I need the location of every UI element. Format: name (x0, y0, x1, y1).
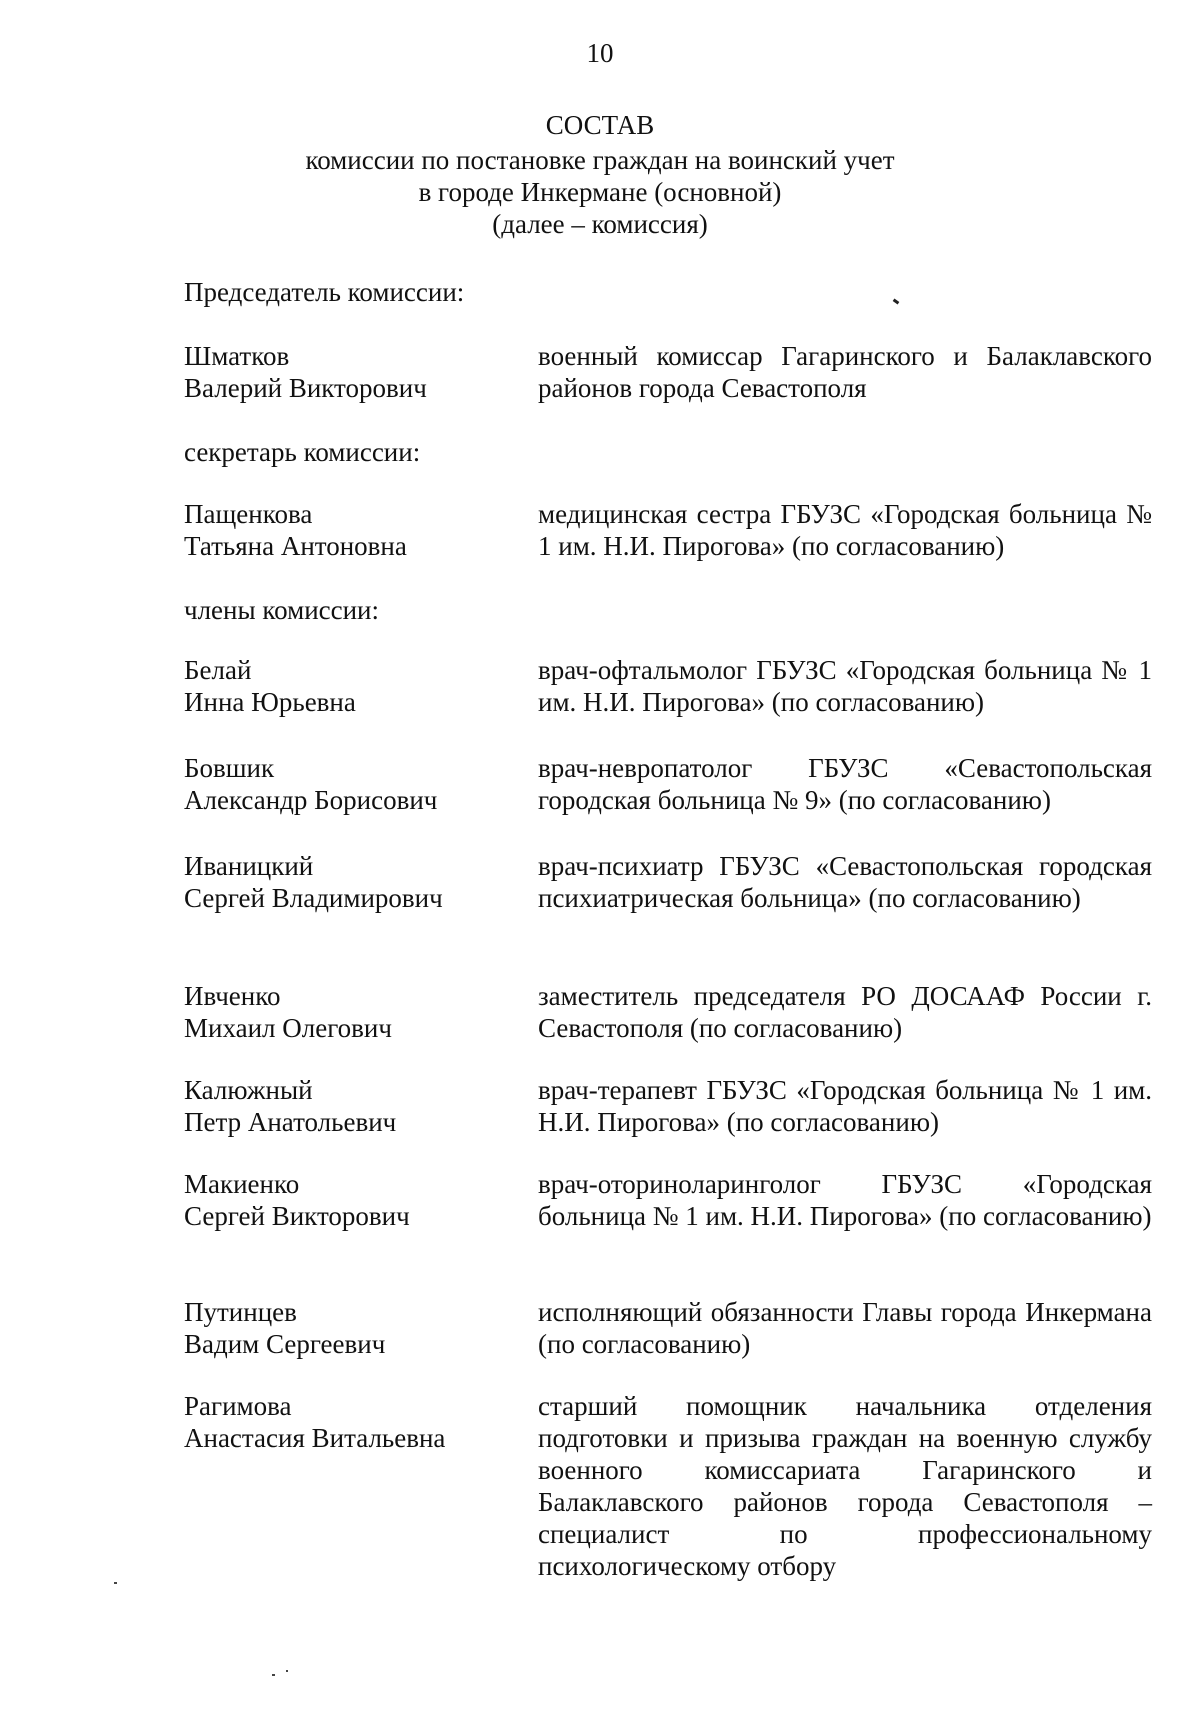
member-given-names: Инна Юрьевна (184, 687, 356, 717)
member-surname: Бовшик (184, 753, 275, 783)
member-name (184, 1390, 524, 1454)
member-given-names: Сергей Викторович (184, 1201, 410, 1231)
member-given-names: Валерий Викторович (184, 373, 427, 403)
member-name (184, 850, 524, 914)
member-surname: Макиенко (184, 1169, 300, 1199)
member-given-names: Александр Борисович (184, 785, 438, 815)
member-role: врач-оториноларинголог ГБУЗС «Городская больница № 1 им. Н.И. Пирогова» (по согласованию) (538, 1169, 1152, 1231)
member-name (184, 654, 524, 718)
document-title: СОСТАВ (545, 110, 655, 140)
document-subtitle-line-3: (далее – комиссия) (492, 209, 708, 239)
member-surname: Ивченко (184, 981, 281, 1011)
stray-mark (893, 299, 900, 305)
member-given-names: Вадим Сергеевич (184, 1329, 386, 1359)
member-surname: Белай (184, 655, 252, 685)
scan-speck (286, 1670, 288, 1672)
member-role: врач-психиатр ГБУЗС «Севастопольская городская психиатрическая больница» (по согласованию) (538, 851, 1152, 913)
member-name (184, 1296, 524, 1360)
member-role: медицинская сестра ГБУЗС «Городская больница № 1 им. Н.И. Пирогова» (по согласованию) (538, 499, 1152, 561)
document-subtitle-line-2: в городе Инкермане (основной) (418, 177, 782, 207)
member-name (184, 980, 524, 1044)
member-role: врач-невропатолог ГБУЗС «Севастопольская городская больница № 9» (по согласованию) (538, 753, 1152, 815)
members-section-label: члены комиссии: (184, 595, 380, 625)
member-name (184, 752, 524, 816)
secretary-section-label: секретарь комиссии: (184, 437, 421, 467)
member-name (184, 498, 524, 562)
member-role: старший помощник начальника отделения подготовки и призыва граждан на военную службу военного комиссариата Гагаринского и Балаклавского районов города Севастополя – специалист по профессиональному психологическому отбору (538, 1391, 1152, 1581)
document-subtitle-line-1: комиссии по постановке граждан на воинский учет (305, 145, 895, 175)
chairman-section-label: Председатель комиссии: (184, 277, 465, 307)
scan-speck (272, 1674, 275, 1676)
member-role: врач-терапевт ГБУЗС «Городская больница № 1 им. Н.И. Пирогова» (по согласованию) (538, 1075, 1152, 1137)
member-given-names: Татьяна Антоновна (184, 531, 407, 561)
member-given-names: Михаил Олегович (184, 1013, 392, 1043)
member-surname: Иваницкий (184, 851, 314, 881)
member-role: заместитель председателя РО ДОСААФ России г. Севастополя (по согласованию) (538, 981, 1152, 1043)
member-role: врач-офтальмолог ГБУЗС «Городская больница № 1 им. Н.И. Пирогова» (по согласованию) (538, 655, 1152, 717)
member-name (184, 1168, 524, 1232)
member-surname: Путинцев (184, 1297, 297, 1327)
member-surname: Шматков (184, 341, 290, 371)
member-given-names: Анастасия Витальевна (184, 1423, 446, 1453)
document-header (0, 108, 1200, 240)
member-surname: Пащенкова (184, 499, 313, 529)
member-surname: Калюжный (184, 1075, 313, 1105)
member-name (184, 1074, 524, 1138)
scan-speck (114, 1582, 117, 1584)
member-given-names: Петр Анатольевич (184, 1107, 397, 1137)
member-role: исполняющий обязанности Главы города Инкермана (по согласованию) (538, 1297, 1152, 1359)
member-name (184, 340, 524, 404)
member-given-names: Сергей Владимирович (184, 883, 443, 913)
page-number: 10 (586, 38, 614, 68)
member-role: военный комиссар Гагаринского и Балаклавского районов города Севастополя (538, 341, 1152, 403)
member-surname: Рагимова (184, 1391, 292, 1421)
